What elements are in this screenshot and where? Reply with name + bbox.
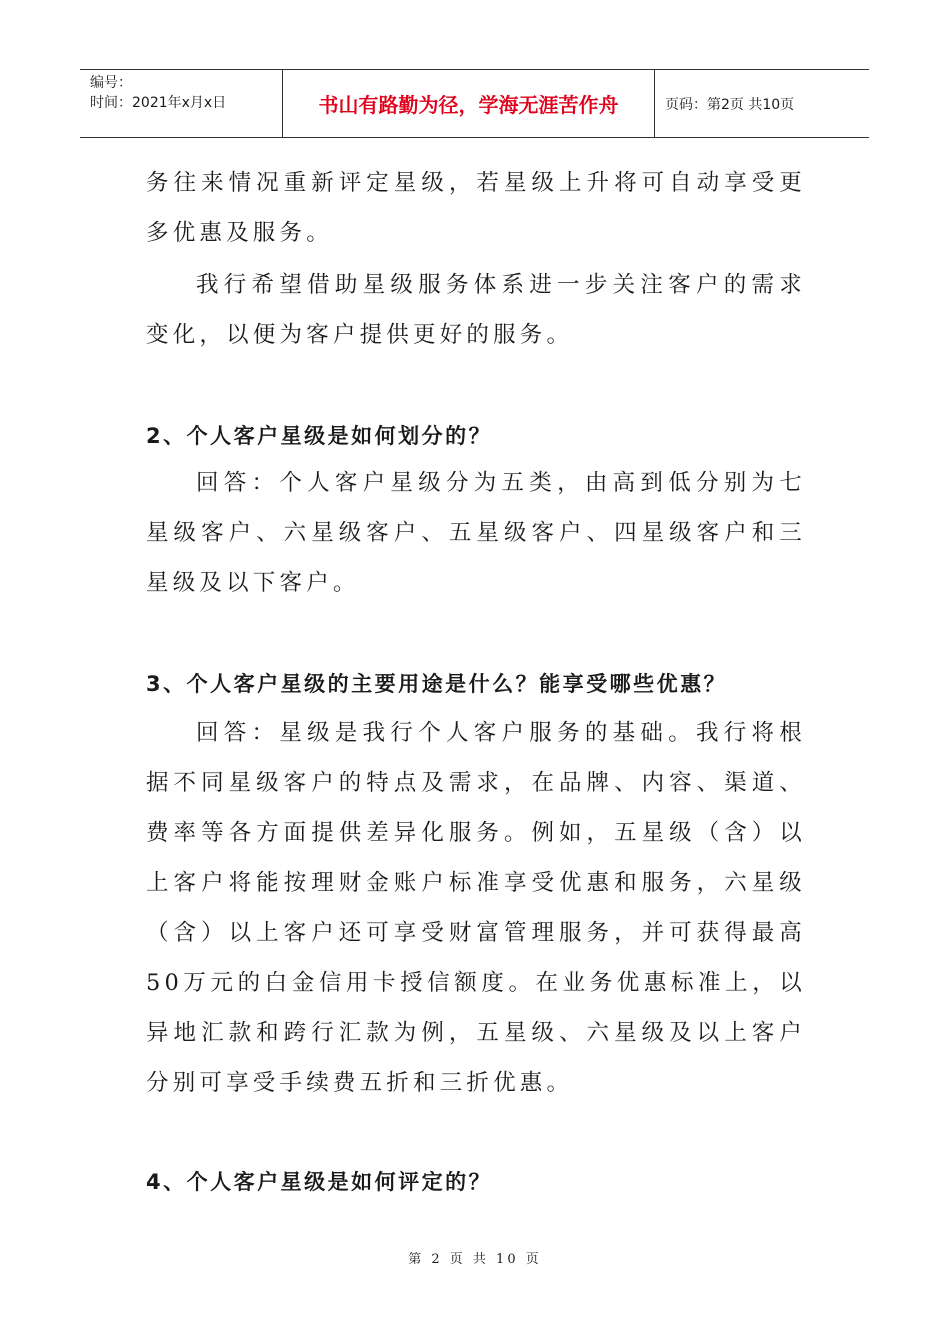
answer-paragraph-3: 回答：星级是我行个人客户服务的基础。我行将根据不同星级客户的特点及需求，在品牌、内容、渠道、费率等各方面提供差异化服务。例如，五星级（含）以上客户将能按理财金账户标准享受优惠和服务，六星级（含）以上客户还可享受财富管理服务，并可获得最高50万元的白金信用卡授信额度。在业务优惠标准上，以异地汇款和跨行汇款为例，五星级、六星级及以上客户分别可享受手续费五折和三折优惠。 xyxy=(146,720,806,1096)
answer-paragraph-2: 回答：个人客户星级分为五类，由高到低分别为七星级客户、六星级客户、五星级客户、四星级客户和三星级及以下客户。 xyxy=(146,470,806,596)
paragraph-continued: 务往来情况重新评定星级，若星级上升将可自动享受更多优惠及服务。 xyxy=(146,170,806,246)
header-meta xyxy=(80,70,283,137)
page-header xyxy=(80,69,869,138)
header-motto: 书山有路勤为径，学海无涯苦作舟 xyxy=(283,70,655,137)
document-time-label: 时间：2021年x月x日 xyxy=(90,95,227,111)
page-footer: 第 2 页 共 10 页 xyxy=(408,1252,542,1267)
question-heading-3: 3、个人客户星级的主要用途是什么？能享受哪些优惠？ xyxy=(146,672,728,696)
question-heading-4: 4、个人客户星级是如何评定的？ xyxy=(146,1170,493,1194)
question-heading-2: 2、个人客户星级是如何划分的？ xyxy=(146,424,493,448)
document-number-label: 编号： xyxy=(90,75,132,91)
paragraph-service-system: 我行希望借助星级服务体系进一步关注客户的需求变化，以便为客户提供更好的服务。 xyxy=(146,272,806,348)
header-page-info: 页码：第2页 共10页 xyxy=(665,96,795,113)
